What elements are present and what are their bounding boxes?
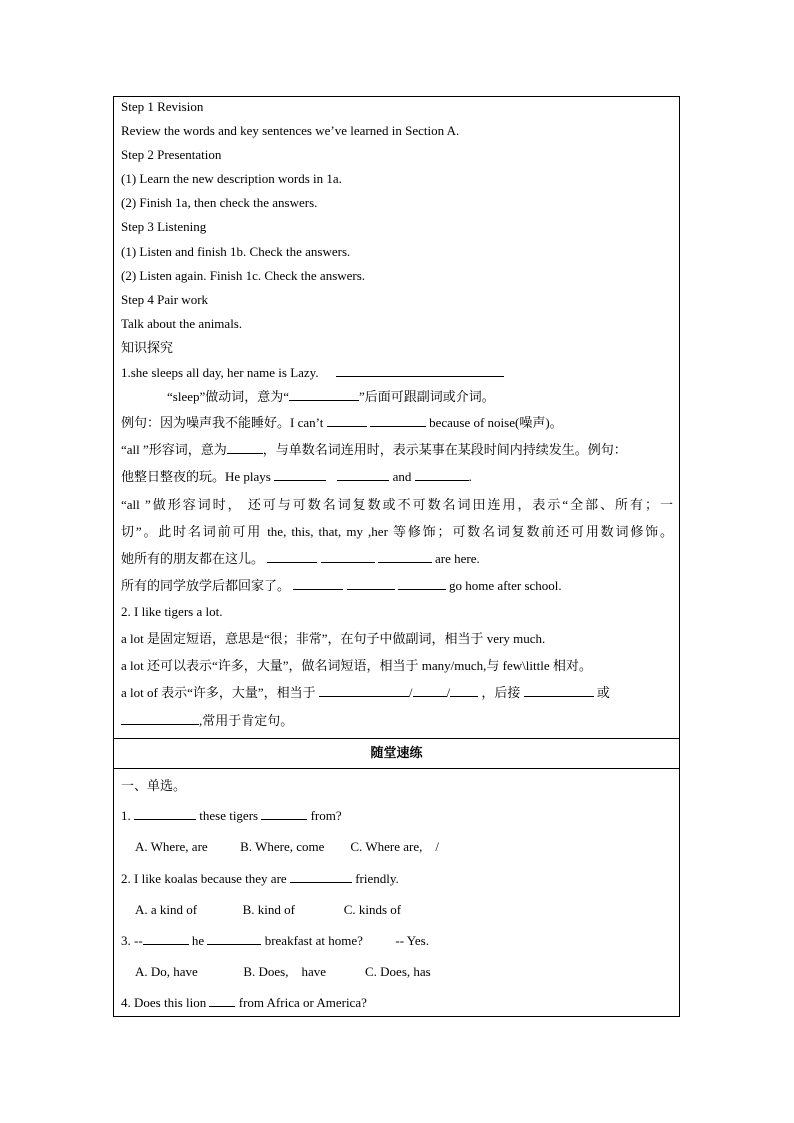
answer-blank[interactable]	[274, 469, 326, 481]
sleep-example: 例句：因为噪声我不能睡好。I can’t because of noise(噪声)。	[121, 415, 563, 430]
question-2-options: A. a kind of B. kind of C. kinds of	[135, 902, 402, 917]
answer-blank[interactable]	[327, 415, 367, 427]
worksheet-table	[113, 96, 680, 1017]
answer-blank[interactable]	[336, 365, 504, 377]
question-3: 3. -- he breakfast at home? -- Yes.	[121, 933, 429, 948]
sleep-explanation: “sleep”做动词，意为“ ”后面可跟副词或介词。	[167, 389, 495, 404]
all-example-students: 所有的同学放学后都回家了。 go home after school.	[121, 578, 562, 593]
step4-heading: Step 4 Pair work	[121, 292, 209, 307]
answer-blank[interactable]	[398, 578, 446, 590]
all-explanation: “all ”形容词，意为 ，与单数名词连用时，表示某事在某段时间内持续发生。例句：	[121, 442, 627, 457]
step4-text: Talk about the animals.	[121, 316, 243, 331]
answer-blank[interactable]	[415, 469, 469, 481]
exercise-heading: 一、单选。	[121, 778, 187, 793]
answer-blank[interactable]	[289, 389, 359, 401]
knowledge-heading: 知识探究	[121, 340, 174, 355]
answer-blank[interactable]	[227, 442, 263, 454]
all-example: 他整日整夜的玩。He plays and .	[121, 469, 472, 484]
alotof-rule-cont: ,常用于肯定句。	[121, 713, 673, 729]
step1-heading: Step 1 Revision	[121, 99, 204, 114]
answer-blank[interactable]	[207, 933, 261, 945]
question-3-options: A. Do, have B. Does, have C. Does, has	[135, 964, 431, 979]
answer-blank[interactable]	[143, 933, 189, 945]
answer-blank[interactable]	[261, 808, 307, 820]
answer-blank[interactable]	[319, 685, 409, 697]
answer-blank[interactable]	[290, 871, 352, 883]
step1-text: Review the words and key sentences we’ve learned in Section A.	[121, 123, 460, 138]
step2-item2: (2) Finish 1a, then check the answers.	[121, 195, 318, 210]
practice-title: 随堂速练	[370, 745, 423, 760]
step3-item1: (1) Listen and finish 1b. Check the answers.	[121, 244, 351, 259]
answer-blank[interactable]	[524, 685, 594, 697]
answer-blank[interactable]	[267, 551, 317, 563]
step2-item1: (1) Learn the new description words in 1a.	[121, 171, 342, 186]
all-adj-rule: “all ”做形容词时， 还可与可数名词复数或不可数名词田连用，表示“全部、所有；一	[121, 497, 673, 512]
point1-sentence	[121, 365, 673, 381]
step3-heading: Step 3 Listening	[121, 219, 207, 234]
question-4: 4. Does this lion from Africa or America?	[121, 995, 367, 1010]
alot-rule2: a lot 还可以表示“许多，大量”，做名词短语，相当于 many/much,与 few\little 相对。	[121, 658, 592, 673]
answer-blank[interactable]	[121, 713, 199, 725]
answer-blank[interactable]	[293, 578, 343, 590]
step3-item2: (2) Listen again. Finish 1c. Check the answers.	[121, 268, 366, 283]
answer-blank[interactable]	[337, 469, 389, 481]
answer-blank[interactable]	[378, 551, 432, 563]
answer-blank[interactable]	[370, 415, 426, 427]
answer-blank[interactable]	[450, 685, 478, 697]
answer-blank[interactable]	[209, 995, 235, 1007]
step2-heading: Step 2 Presentation	[121, 147, 222, 162]
all-example-friends: 她所有的朋友都在这儿。 are here.	[121, 551, 480, 566]
row-divider	[114, 768, 679, 769]
answer-blank[interactable]	[134, 808, 196, 820]
question-2: 2. I like koalas because they are friendly.	[121, 871, 399, 886]
question-1: 1. these tigers from?	[121, 808, 342, 823]
answer-blank[interactable]	[347, 578, 395, 590]
alotof-rule: a lot of 表示“许多，大量”，相当于 / / ，后接 或	[121, 685, 610, 700]
alot-rule1: a lot 是固定短语，意思是“很；非常”，在句子中做副词，相当于 very much.	[121, 631, 546, 646]
row-divider	[114, 738, 679, 739]
question-1-options: A. Where, are B. Where, come C. Where are, /	[135, 839, 439, 854]
answer-blank[interactable]	[413, 685, 447, 697]
point2-sentence: 2. I like tigers a lot.	[121, 604, 223, 619]
all-adj-rule-cont: 切”。此时名词前可用 the, this, that, my ,her 等修饰；可数名词复数前还可用数词修饰。	[121, 524, 673, 539]
point1-text: 1.she sleeps all day, her name is Lazy.	[121, 365, 319, 380]
answer-blank[interactable]	[321, 551, 375, 563]
